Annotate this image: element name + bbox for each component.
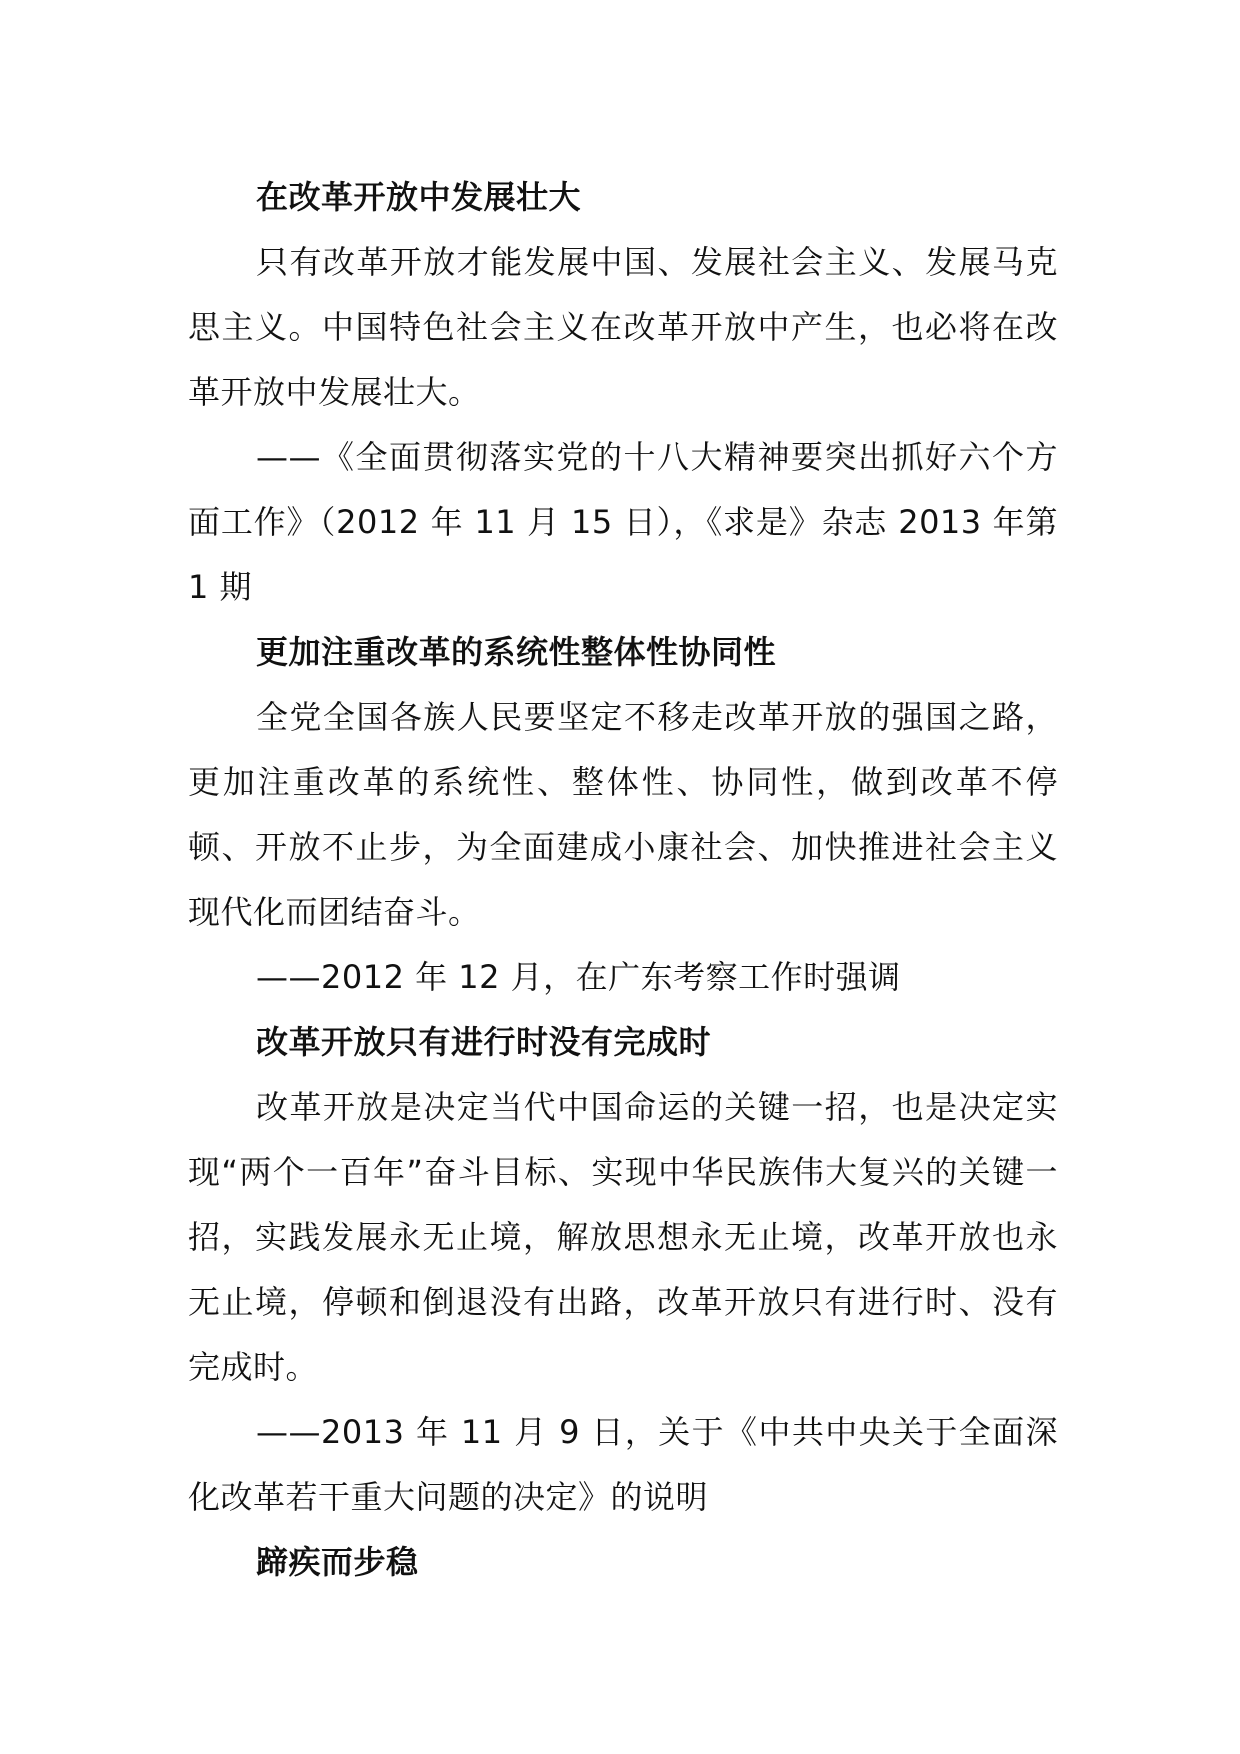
section-source: ——《全面贯彻落实党的十八大精神要突出抓好六个方面工作》（2012 年 11 月 15 日），《求是》杂志 2013 年第 1 期 bbox=[188, 438, 1058, 606]
document-page bbox=[188, 165, 1058, 1595]
section-heading: 更加注重改革的系统性整体性协同性 bbox=[256, 633, 777, 671]
section-body: 全党全国各族人民要坚定不移走改革开放的强国之路，更加注重改革的系统性、整体性、协同性，做到改革不停顿、开放不止步，为全面建成小康社会、加快推进社会主义现代化而团结奋斗。 bbox=[188, 698, 1058, 931]
section-body: 只有改革开放才能发展中国、发展社会主义、发展马克思主义。中国特色社会主义在改革开放中产生，也必将在改革开放中发展壮大。 bbox=[188, 243, 1058, 411]
section-heading: 在改革开放中发展壮大 bbox=[256, 178, 582, 216]
section-2 bbox=[188, 620, 1058, 1010]
section-source: ——2013 年 11 月 9 日，关于《中共中央关于全面深化改革若干重大问题的决定》的说明 bbox=[188, 1413, 1058, 1516]
section-1 bbox=[188, 165, 1058, 620]
section-heading: 改革开放只有进行时没有完成时 bbox=[256, 1023, 712, 1061]
section-source: ——2012 年 12 月，在广东考察工作时强调 bbox=[256, 958, 901, 996]
section-body: 改革开放是决定当代中国命运的关键一招，也是决定实现“两个一百年”奋斗目标、实现中华民族伟大复兴的关键一招，实践发展永无止境，解放思想永无止境，改革开放也永无止境，停顿和倒退没有出路，改革开放只有进行时、没有完成时。 bbox=[188, 1088, 1058, 1386]
section-4 bbox=[188, 1530, 1058, 1595]
section-heading: 蹄疾而步稳 bbox=[256, 1543, 419, 1581]
section-3 bbox=[188, 1010, 1058, 1530]
